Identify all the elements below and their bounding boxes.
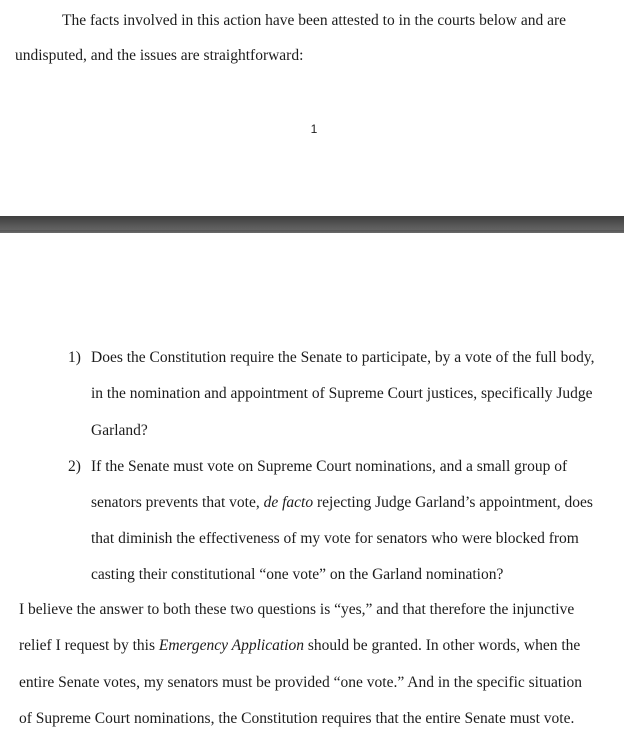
question-1-line-2: in the nomination and appointment of Supreme Court justices, specifically Judge	[91, 385, 593, 402]
conclusion-line-1: I believe the answer to both these two questions is “yes,” and that therefore the injunctive	[19, 601, 575, 618]
conclusion-line-2-end: should be granted. In other words, when the	[303, 637, 581, 654]
question-1-line-3: Garland?	[91, 422, 148, 439]
question-2-line-2	[91, 493, 593, 513]
conclusion-line-2	[19, 636, 580, 656]
intro-text-line-2: undisputed, and the issues are straightforward:	[15, 47, 304, 64]
question-2-line-4: casting their constitutional “one vote” on the Garland nomination?	[91, 566, 504, 583]
conclusion-line-4: of Supreme Court nominations, the Constitution requires that the entire Senate must vote.	[19, 710, 575, 727]
question-2-line-2-end: rejecting Judge Garland’s appointment, does	[313, 494, 593, 511]
conclusion-line-3: entire Senate votes, my senators must be provided “one vote.” And in the specific situation	[19, 674, 583, 691]
conclusion-italic-emergency-application: Emergency Application	[158, 637, 304, 654]
question-1-line-1: Does the Constitution require the Senate to participate, by a vote of the full body,	[91, 349, 595, 366]
page-number: 1	[310, 122, 318, 136]
question-2-line-3: that diminish the effectiveness of my vote for senators who were blocked from	[91, 530, 579, 547]
document-page-1	[0, 0, 624, 216]
document-page-2	[0, 233, 624, 735]
question-2-line-1: If the Senate must vote on Supreme Court nominations, and a small group of	[91, 458, 568, 475]
question-2-line-2-start: senators prevents that vote,	[91, 494, 264, 511]
question-2-number: 2)	[68, 458, 81, 475]
question-2-italic-de-facto: de facto	[263, 494, 314, 511]
page-separator	[0, 216, 624, 233]
question-1-number: 1)	[68, 349, 81, 366]
intro-text-line-1: The facts involved in this action have been attested to in the courts below and are	[62, 12, 567, 29]
conclusion-line-2-start: relief I request by this	[19, 637, 159, 654]
